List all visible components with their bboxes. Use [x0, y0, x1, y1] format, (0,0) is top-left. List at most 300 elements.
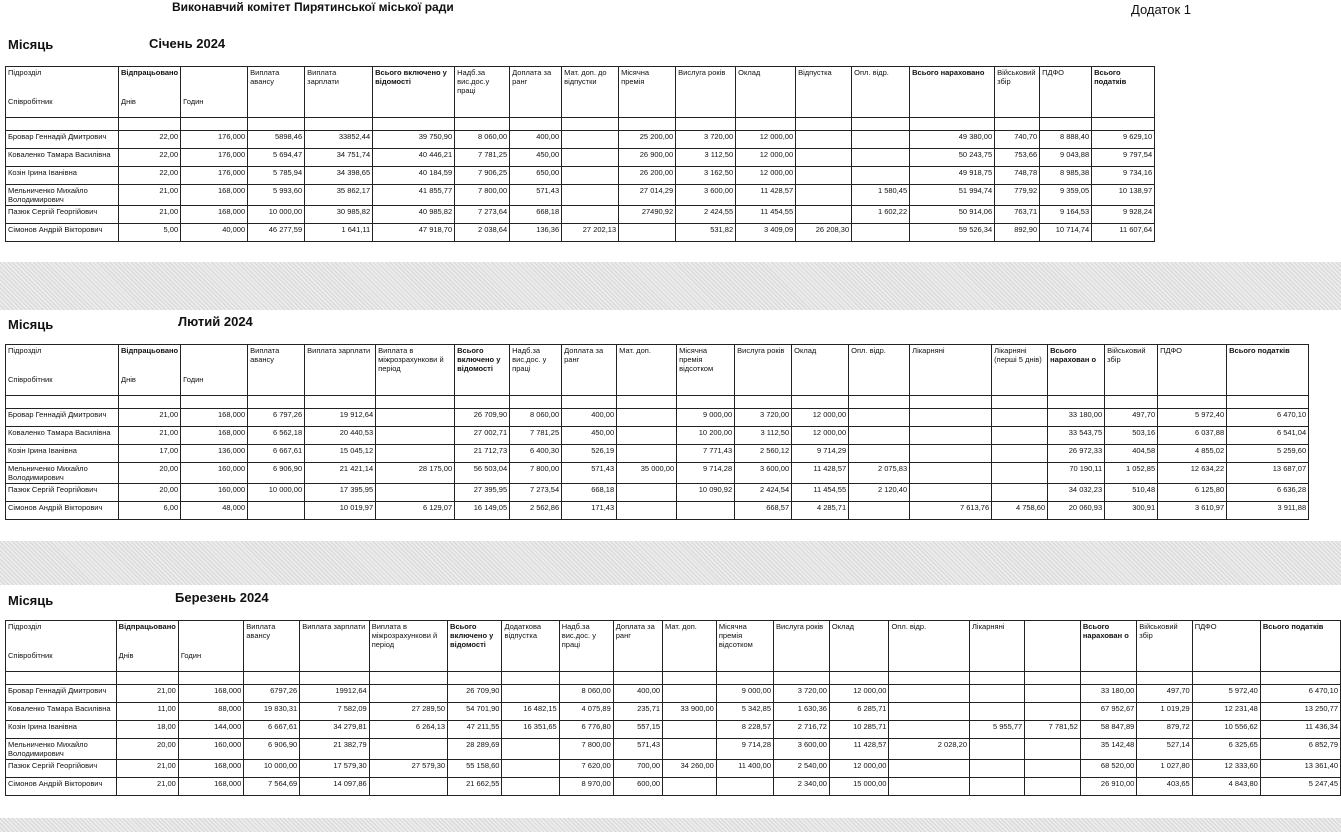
value-cell: 58 847,89 [1080, 721, 1136, 739]
value-cell [376, 409, 455, 427]
value-cell: 6 285,71 [829, 703, 889, 721]
value-cell: 33 180,00 [1080, 685, 1136, 703]
table-row [6, 484, 1309, 502]
column-header: Виплата зарплати [305, 67, 373, 97]
table-row [6, 760, 1341, 778]
value-cell: 34 260,00 [663, 760, 717, 778]
column-header: Оклад [829, 621, 889, 651]
column-header [562, 374, 617, 396]
column-header [910, 96, 995, 118]
value-cell: 21 662,55 [448, 778, 502, 796]
value-cell [376, 445, 455, 463]
value-cell: 9 797,54 [1092, 149, 1155, 167]
column-header [376, 374, 455, 396]
value-cell: 497,70 [1105, 409, 1158, 427]
employee-name-cell: Сімонов Андрій Вікторович [6, 224, 119, 242]
value-cell: 15 045,12 [305, 445, 376, 463]
value-cell: 3 112,50 [735, 427, 792, 445]
value-cell: 20 440,53 [305, 427, 376, 445]
value-cell [663, 721, 717, 739]
column-header [889, 650, 970, 672]
value-cell: 10 019,97 [305, 502, 376, 520]
value-cell [663, 778, 717, 796]
column-header: Військовий збір [1105, 345, 1158, 375]
value-cell: 59 526,34 [910, 224, 995, 242]
column-header [774, 650, 830, 672]
payroll-table [5, 620, 1341, 796]
value-cell [970, 778, 1025, 796]
column-header: Доплата за ранг [613, 621, 662, 651]
value-cell: 26 910,00 [1080, 778, 1136, 796]
value-cell: 14 097,86 [300, 778, 369, 796]
value-cell: 47 918,70 [373, 224, 455, 242]
column-header [178, 621, 243, 651]
value-cell: 7 273,54 [510, 484, 562, 502]
employee-name-cell: Бровар Геннадій Дмитрович [6, 409, 119, 427]
table-row [6, 224, 1155, 242]
value-cell: 20,00 [116, 739, 178, 760]
value-cell: 6 797,26 [248, 409, 305, 427]
employee-name-cell: Пазюк Сергій Георгійович [6, 206, 119, 224]
column-header: Підрозділ [6, 67, 119, 97]
value-cell: 503,16 [1105, 427, 1158, 445]
value-cell: 27 395,95 [455, 484, 510, 502]
column-header [677, 374, 735, 396]
value-cell: 9 734,16 [1092, 167, 1155, 185]
value-cell: 20 060,93 [1048, 502, 1105, 520]
value-cell: 6 037,88 [1158, 427, 1227, 445]
value-cell: 300,91 [1105, 502, 1158, 520]
value-cell: 35 142,48 [1080, 739, 1136, 760]
value-cell: 19912,64 [300, 685, 369, 703]
value-cell [502, 778, 559, 796]
value-cell: 6 129,07 [376, 502, 455, 520]
value-cell: 2 424,54 [735, 484, 792, 502]
value-cell: 33 180,00 [1048, 409, 1105, 427]
value-cell [663, 685, 717, 703]
value-cell [1025, 739, 1081, 760]
column-header [736, 96, 796, 118]
value-cell: 7 564,69 [244, 778, 300, 796]
value-cell [910, 463, 992, 484]
value-cell [562, 131, 619, 149]
value-cell: 7 906,25 [455, 167, 510, 185]
value-cell: 168,000 [178, 760, 243, 778]
value-cell: 21 421,14 [305, 463, 376, 484]
column-header: Військовий збір [1137, 621, 1192, 651]
value-cell: 6 562,18 [248, 427, 305, 445]
month-label-3: Місяць [8, 593, 54, 608]
value-cell: 50 243,75 [910, 149, 995, 167]
value-cell: 33 900,00 [663, 703, 717, 721]
value-cell: 10 000,00 [244, 760, 300, 778]
value-cell: 51 994,74 [910, 185, 995, 206]
value-cell: 9 000,00 [716, 685, 773, 703]
column-header [852, 96, 910, 118]
value-cell [970, 739, 1025, 760]
column-header [559, 650, 613, 672]
value-cell: 3 600,00 [774, 739, 830, 760]
value-cell: 8 060,00 [455, 131, 510, 149]
value-cell [619, 224, 676, 242]
value-cell: 3 911,88 [1227, 502, 1309, 520]
value-cell: 6 470,10 [1227, 409, 1309, 427]
column-header [1040, 96, 1092, 118]
value-cell: 400,00 [562, 409, 617, 427]
header-row [6, 96, 1155, 118]
column-header: Лікарняні [910, 345, 992, 375]
value-cell: 16 351,65 [502, 721, 559, 739]
value-cell: 571,43 [562, 463, 617, 484]
value-cell: 168,000 [178, 778, 243, 796]
column-header: Надб.за вис.дос.у праці [455, 67, 510, 97]
value-cell: 67 952,67 [1080, 703, 1136, 721]
value-cell: 5,00 [119, 224, 181, 242]
column-header [613, 650, 662, 672]
value-cell: 2 424,55 [676, 206, 736, 224]
value-cell: 35 000,00 [617, 463, 677, 484]
payroll-table [5, 344, 1309, 520]
value-cell: 21,00 [116, 760, 178, 778]
column-header [619, 96, 676, 118]
column-header [995, 96, 1040, 118]
value-cell: 21 712,73 [455, 445, 510, 463]
value-cell: 55 158,60 [448, 760, 502, 778]
value-cell: 12 634,22 [1158, 463, 1227, 484]
column-header [305, 374, 376, 396]
value-cell: 41 855,77 [373, 185, 455, 206]
table-row [6, 739, 1341, 760]
value-cell: 18,00 [116, 721, 178, 739]
value-cell: 11 428,57 [736, 185, 796, 206]
value-cell: 26 972,33 [1048, 445, 1105, 463]
table-row [6, 445, 1309, 463]
value-cell: 21,00 [119, 185, 181, 206]
column-header [992, 374, 1048, 396]
value-cell: 5 972,40 [1158, 409, 1227, 427]
value-cell: 6 264,13 [369, 721, 447, 739]
value-cell: 48,000 [181, 502, 248, 520]
header-row [6, 345, 1309, 375]
column-header [1158, 374, 1227, 396]
value-cell: 11 436,34 [1260, 721, 1340, 739]
value-cell: 450,00 [510, 149, 562, 167]
value-cell: 27490,92 [619, 206, 676, 224]
value-cell: 22,00 [119, 131, 181, 149]
value-cell: 4 285,71 [792, 502, 849, 520]
column-header: Підрозділ [6, 621, 117, 651]
value-cell: 6 125,80 [1158, 484, 1227, 502]
value-cell [849, 427, 910, 445]
appendix-label: Додаток 1 [1131, 2, 1191, 17]
column-header: Виплата в міжрозрахункови й період [369, 621, 447, 651]
table-row [6, 778, 1341, 796]
value-cell: 4 075,89 [559, 703, 613, 721]
column-header: Місячна премія [619, 67, 676, 97]
value-cell: 600,00 [613, 778, 662, 796]
value-cell: 9 164,53 [1040, 206, 1092, 224]
value-cell [852, 167, 910, 185]
value-cell: 3 112,50 [676, 149, 736, 167]
column-header [1137, 650, 1192, 672]
column-header [373, 96, 455, 118]
column-header [455, 96, 510, 118]
value-cell: 34 398,65 [305, 167, 373, 185]
value-cell: 700,00 [613, 760, 662, 778]
value-cell: 10 000,00 [248, 206, 305, 224]
column-header: Військовий збір [995, 67, 1040, 97]
value-cell: 1 019,29 [1137, 703, 1192, 721]
value-cell: 33852,44 [305, 131, 373, 149]
value-cell: 21,00 [119, 206, 181, 224]
value-cell: 12 000,00 [792, 427, 849, 445]
value-cell: 557,15 [613, 721, 662, 739]
employee-name-cell: Мельниченко Михайло Володимирович [6, 739, 117, 760]
value-cell: 33 543,75 [1048, 427, 1105, 445]
column-header: Відпустка [796, 67, 852, 97]
value-cell: 668,18 [510, 206, 562, 224]
value-cell [970, 760, 1025, 778]
value-cell [910, 427, 992, 445]
column-header: Днів [119, 96, 181, 118]
column-header: Виплата зарплати [300, 621, 369, 651]
value-cell: 8 060,00 [510, 409, 562, 427]
value-cell: 50 914,06 [910, 206, 995, 224]
table-row [6, 703, 1341, 721]
header-row [6, 650, 1341, 672]
value-cell: 70 190,11 [1048, 463, 1105, 484]
value-cell [796, 185, 852, 206]
document-title: Виконавчий комітет Пирятинської міської ради [172, 0, 454, 14]
value-cell: 25 200,00 [619, 131, 676, 149]
column-header: Виплата авансу [248, 345, 305, 375]
column-header: Додаткова відпустка [502, 621, 559, 651]
column-header: Місячна премія відсотком [677, 345, 735, 375]
value-cell: 15 000,00 [829, 778, 889, 796]
column-header: ПДФО [1192, 621, 1260, 651]
value-cell [376, 484, 455, 502]
column-header: Вислуга років [676, 67, 736, 97]
value-cell [1025, 760, 1081, 778]
value-cell: 8 228,57 [716, 721, 773, 739]
value-cell: 40 184,59 [373, 167, 455, 185]
value-cell: 5 247,45 [1260, 778, 1340, 796]
value-cell: 10 285,71 [829, 721, 889, 739]
column-header: Виплата в міжрозрахункови й період [376, 345, 455, 375]
column-header [796, 96, 852, 118]
value-cell: 1 580,45 [852, 185, 910, 206]
value-cell: 510,48 [1105, 484, 1158, 502]
value-cell: 531,82 [676, 224, 736, 242]
value-cell: 26 709,90 [455, 409, 510, 427]
value-cell: 27 579,30 [369, 760, 447, 778]
value-cell [617, 445, 677, 463]
value-cell: 17 395,95 [305, 484, 376, 502]
value-cell: 11 607,64 [1092, 224, 1155, 242]
value-cell [1025, 778, 1081, 796]
column-header [910, 374, 992, 396]
value-cell: 450,00 [562, 427, 617, 445]
value-cell: 168,000 [181, 185, 248, 206]
value-cell: 400,00 [613, 685, 662, 703]
table-row [6, 185, 1155, 206]
value-cell: 12 000,00 [736, 149, 796, 167]
employee-name-cell: Коваленко Тамара Василівна [6, 703, 117, 721]
value-cell: 1 052,85 [1105, 463, 1158, 484]
column-header [1105, 374, 1158, 396]
value-cell: 879,72 [1137, 721, 1192, 739]
value-cell: 30 985,82 [305, 206, 373, 224]
value-cell [910, 409, 992, 427]
value-cell: 5 972,40 [1192, 685, 1260, 703]
value-cell: 5 785,94 [248, 167, 305, 185]
column-header [562, 96, 619, 118]
column-header: Виплата авансу [248, 67, 305, 97]
value-cell: 527,14 [1137, 739, 1192, 760]
value-cell: 160,000 [181, 484, 248, 502]
column-header [1227, 374, 1309, 396]
value-cell: 7 771,43 [677, 445, 735, 463]
column-header: Всього податків [1260, 621, 1340, 651]
column-header: Днів [119, 374, 181, 396]
column-header: Всього нараховано [910, 67, 995, 97]
value-cell: 6797,26 [244, 685, 300, 703]
value-cell: 5 259,60 [1227, 445, 1309, 463]
value-cell: 20,00 [119, 484, 181, 502]
value-cell: 35 862,17 [305, 185, 373, 206]
column-header: Відпрацьовано [119, 345, 181, 375]
table-row [6, 502, 1309, 520]
value-cell: 668,57 [735, 502, 792, 520]
value-cell [502, 739, 559, 760]
value-cell: 763,71 [995, 206, 1040, 224]
value-cell: 160,000 [178, 739, 243, 760]
value-cell: 740,70 [995, 131, 1040, 149]
value-cell [369, 685, 447, 703]
value-cell: 2 560,12 [735, 445, 792, 463]
value-cell: 144,000 [178, 721, 243, 739]
value-cell: 2 038,64 [455, 224, 510, 242]
value-cell: 8 970,00 [559, 778, 613, 796]
column-header: Годин [181, 96, 248, 118]
value-cell: 168,000 [178, 685, 243, 703]
value-cell: 16 482,15 [502, 703, 559, 721]
column-header: Мат. доп. [663, 621, 717, 651]
payroll-table-february [5, 344, 1309, 520]
value-cell: 9 714,28 [716, 739, 773, 760]
table-row [6, 721, 1341, 739]
column-header: Оклад [736, 67, 796, 97]
scan-shading-2 [0, 541, 1341, 585]
value-cell: 3 720,00 [735, 409, 792, 427]
value-cell: 6 667,61 [244, 721, 300, 739]
value-cell: 5 993,60 [248, 185, 305, 206]
value-cell: 26 900,00 [619, 149, 676, 167]
value-cell: 12 000,00 [736, 131, 796, 149]
value-cell: 27 014,29 [619, 185, 676, 206]
value-cell: 8 060,00 [559, 685, 613, 703]
value-cell: 11 400,00 [716, 760, 773, 778]
employee-name-cell: Бровар Геннадій Дмитрович [6, 131, 119, 149]
value-cell: 1 630,36 [774, 703, 830, 721]
value-cell [677, 502, 735, 520]
value-cell: 168,000 [181, 409, 248, 427]
value-cell: 7 620,00 [559, 760, 613, 778]
value-cell: 9 629,10 [1092, 131, 1155, 149]
value-cell: 10 090,92 [677, 484, 735, 502]
column-header [510, 96, 562, 118]
value-cell [369, 739, 447, 760]
value-cell: 3 610,97 [1158, 502, 1227, 520]
value-cell: 19 830,31 [244, 703, 300, 721]
column-header: Оклад [792, 345, 849, 375]
value-cell [1025, 703, 1081, 721]
value-cell: 4 855,02 [1158, 445, 1227, 463]
value-cell [248, 502, 305, 520]
value-cell [796, 206, 852, 224]
value-cell: 7 800,00 [510, 463, 562, 484]
column-header [305, 96, 373, 118]
value-cell: 2 120,40 [849, 484, 910, 502]
value-cell: 68 520,00 [1080, 760, 1136, 778]
value-cell: 892,90 [995, 224, 1040, 242]
value-cell: 10 556,62 [1192, 721, 1260, 739]
column-header: Годин [181, 374, 248, 396]
value-cell: 26 208,30 [796, 224, 852, 242]
value-cell [502, 685, 559, 703]
column-header [244, 650, 300, 672]
employee-name-cell: Козін Ірина Іванівна [6, 721, 117, 739]
table-row [6, 149, 1155, 167]
month-label-2: Місяць [8, 317, 54, 332]
value-cell [992, 409, 1048, 427]
value-cell: 9 000,00 [677, 409, 735, 427]
month-value-1: Січень 2024 [149, 36, 226, 51]
table-row [6, 463, 1309, 484]
value-cell: 47 211,55 [448, 721, 502, 739]
value-cell: 6 325,65 [1192, 739, 1260, 760]
value-cell: 6 906,90 [248, 463, 305, 484]
value-cell: 17 579,30 [300, 760, 369, 778]
value-cell: 54 701,90 [448, 703, 502, 721]
column-header: Всього включено у відомості [373, 67, 455, 97]
column-header: Всього податків [1227, 345, 1309, 375]
value-cell: 10 138,97 [1092, 185, 1155, 206]
value-cell: 4 758,60 [992, 502, 1048, 520]
value-cell: 7 800,00 [559, 739, 613, 760]
value-cell: 27 202,13 [562, 224, 619, 242]
employee-name-cell: Пазюк Сергій Георгійович [6, 760, 117, 778]
table-row [6, 427, 1309, 445]
employee-name-cell: Пазюк Сергій Георгійович [6, 484, 119, 502]
column-header: Доплата за ранг [510, 67, 562, 97]
value-cell: 168,000 [181, 427, 248, 445]
value-cell: 34 279,81 [300, 721, 369, 739]
value-cell [716, 778, 773, 796]
value-cell: 168,000 [181, 206, 248, 224]
value-cell: 12 000,00 [792, 409, 849, 427]
value-cell: 497,70 [1137, 685, 1192, 703]
value-cell: 7 273,64 [455, 206, 510, 224]
value-cell: 5 955,77 [970, 721, 1025, 739]
employee-name-cell: Козін Ірина Іванівна [6, 167, 119, 185]
value-cell: 13 687,07 [1227, 463, 1309, 484]
column-header: Мат. доп. [617, 345, 677, 375]
value-cell [796, 149, 852, 167]
value-cell: 21 382,79 [300, 739, 369, 760]
scan-shading-1 [0, 262, 1341, 310]
value-cell: 2 540,00 [774, 760, 830, 778]
